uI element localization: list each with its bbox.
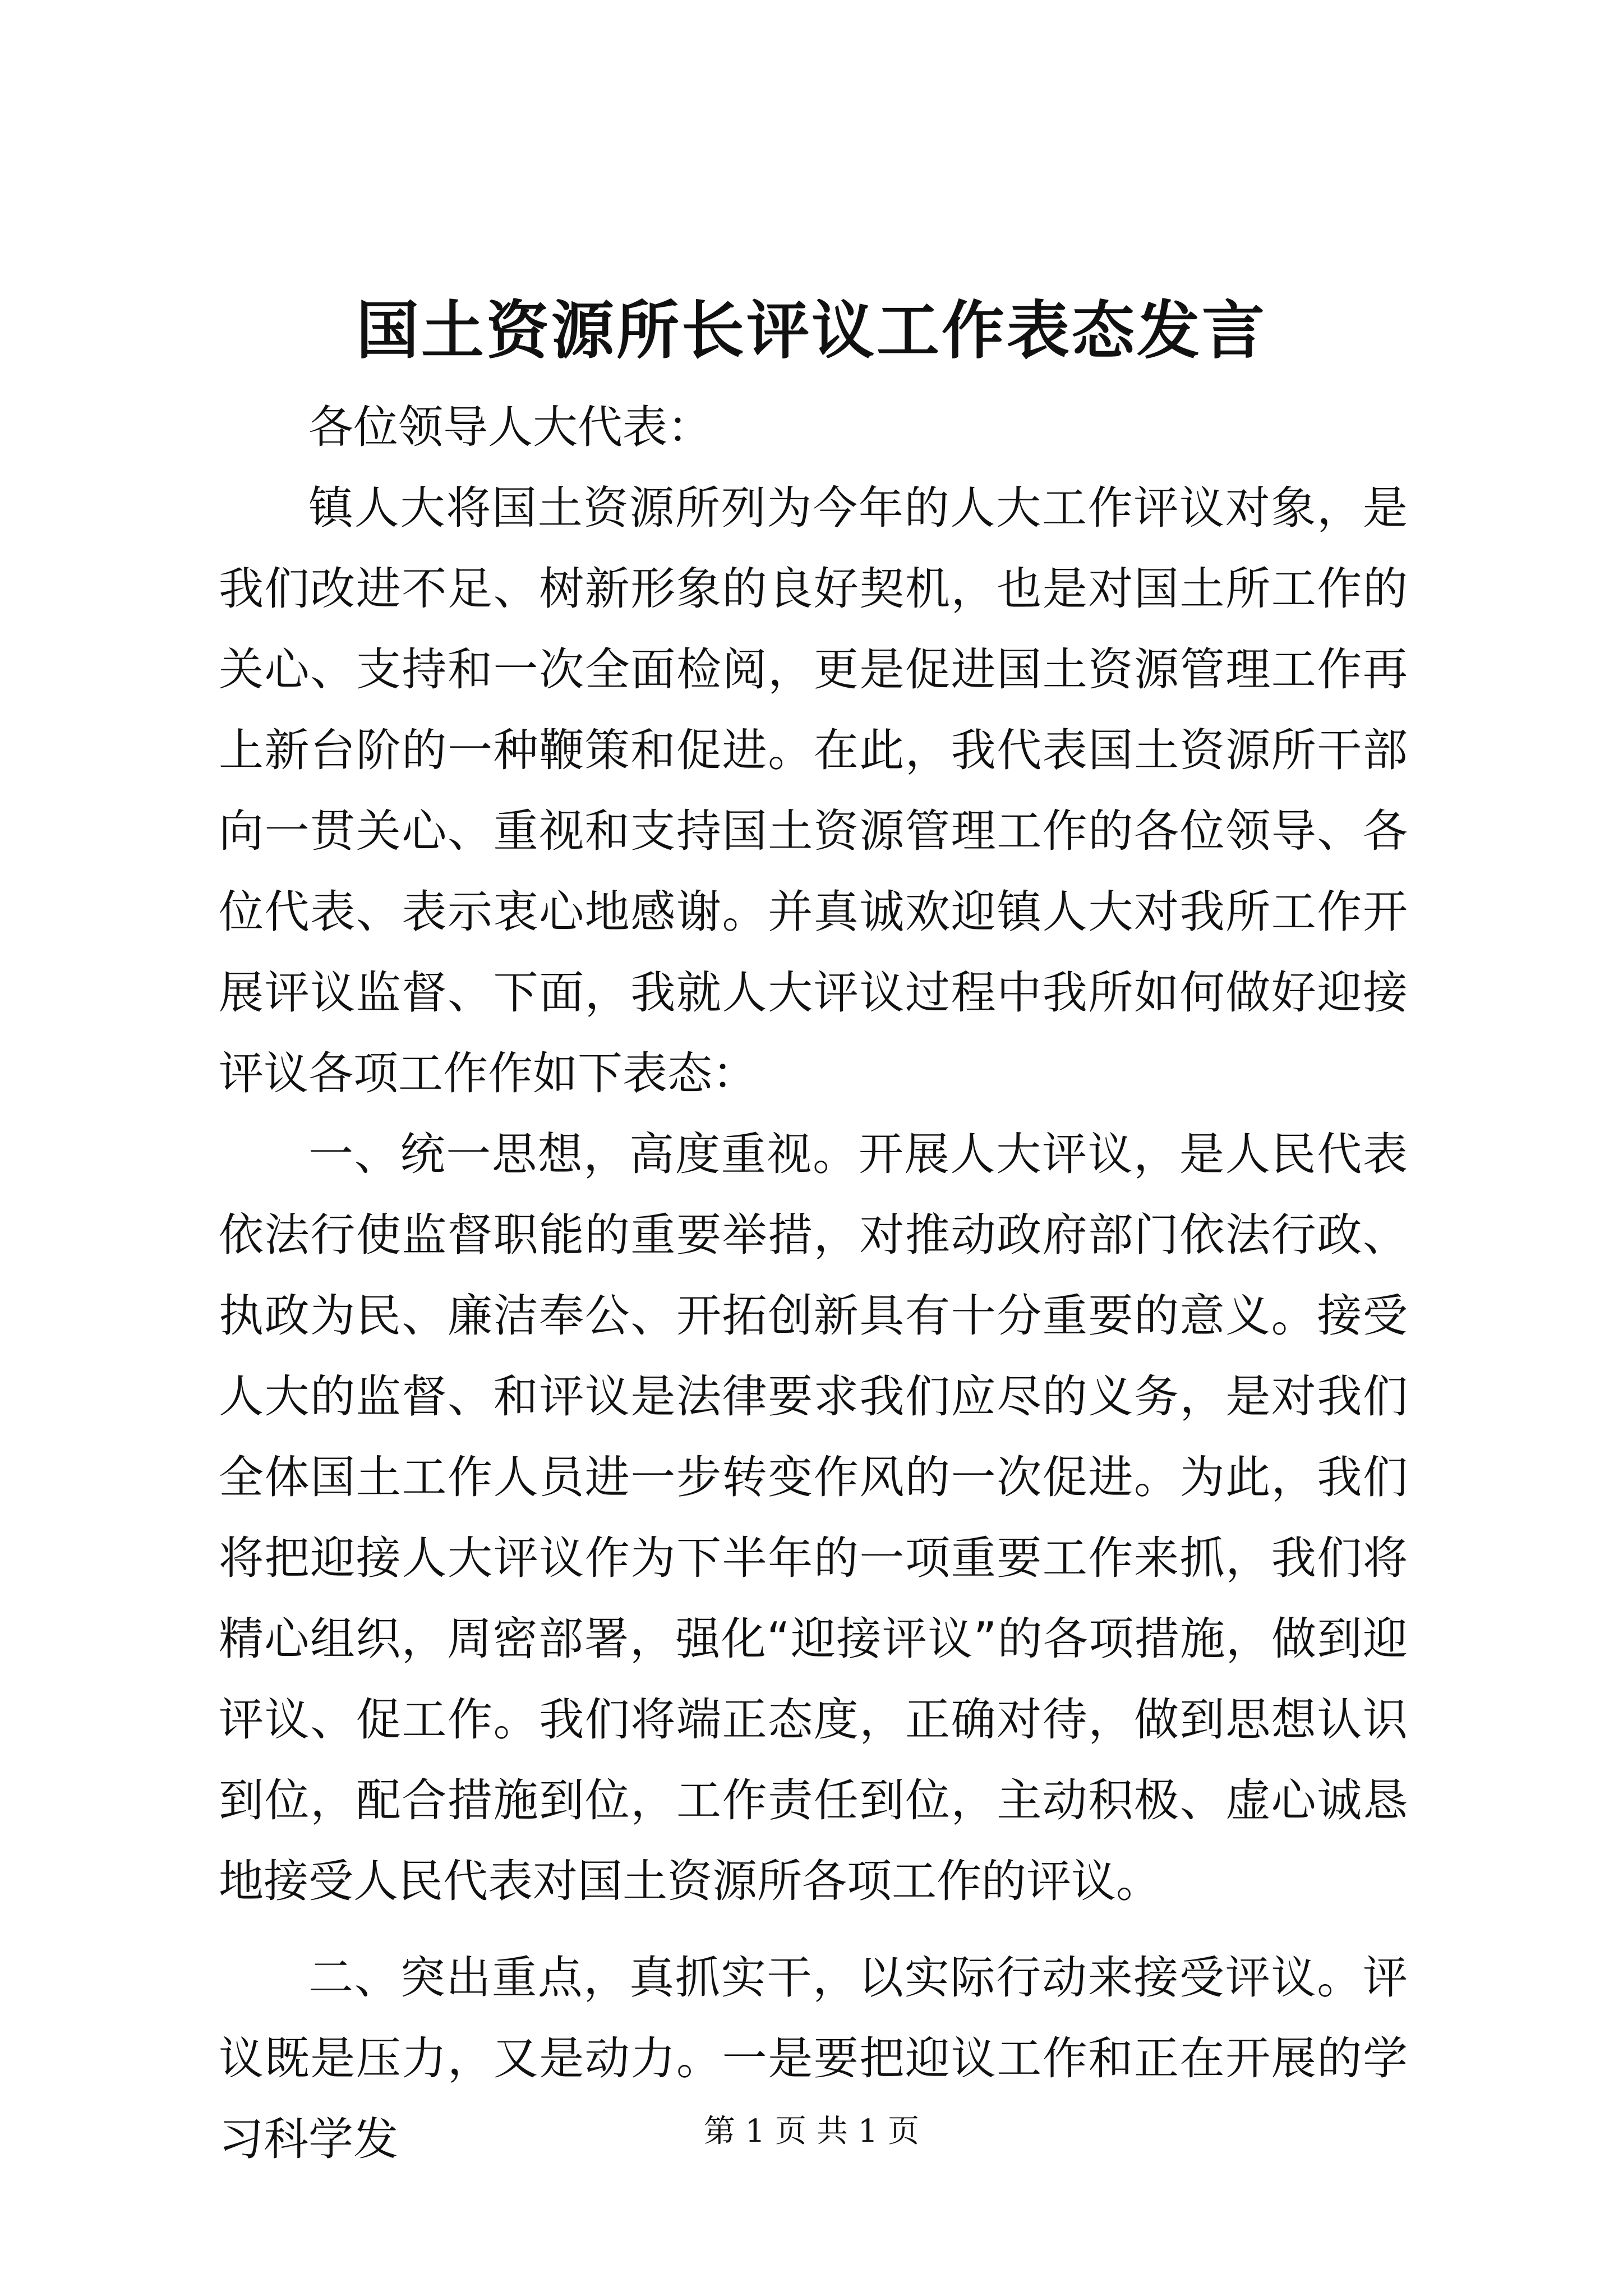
paragraph-section-1: 一、统一思想，高度重视。开展人大评议，是人民代表依法行使监督职能的重要举措，对推动政府部门依法行政、执政为民、廉洁奉公、开拓创新具有十分重要的意义。接受人大的监督、和评议是法律要求我们应尽的义务，是对我们全体国土工作人员进一步转变作风的一次促进。为此，我们将把迎接人大评议作为下半年的一项重要工作来抓，我们将精心组织，周密部署，强化“迎接评议”的各项措施，做到迎评议、促工作。我们将端正态度，正确对待，做到思想认识到位，配合措施到位，工作责任到位，主动积极、虚心诚恳地接受人民代表对国土资源所各项工作的评议。 bbox=[219, 1128, 1408, 1907]
document-title: 国土资源所长评议工作表态发言 bbox=[356, 294, 1267, 367]
paragraph-intro: 镇人大将国土资源所列为今年的人大工作评议对象，是我们改进不足、树新形象的良好契机，也是对国土所工作的关心、支持和一次全面检阅，更是促进国土资源管理工作再上新台阶的一种鞭策和促进。在此，我代表国土资源所干部向一贯关心、重视和支持国土资源管理工作的各位领导、各位代表、表示衷心地感谢。并真诚欢迎镇人大对我所工作开展评议监督、下面，我就人大评议过程中我所如何做好迎接评议各项工作作如下表态： bbox=[219, 482, 1408, 1099]
document-body bbox=[219, 387, 1408, 2180]
salutation: 各位领导人大代表： bbox=[308, 401, 712, 453]
page-number-footer: 第 1 页 共 1 页 bbox=[703, 2113, 920, 2150]
paragraph-section-2: 二、突出重点，真抓实干，以实际行动来接受评议。评议既是压力，又是动力。一是要把迎议工作和正在开展的学习科学发 bbox=[219, 1952, 1408, 2165]
